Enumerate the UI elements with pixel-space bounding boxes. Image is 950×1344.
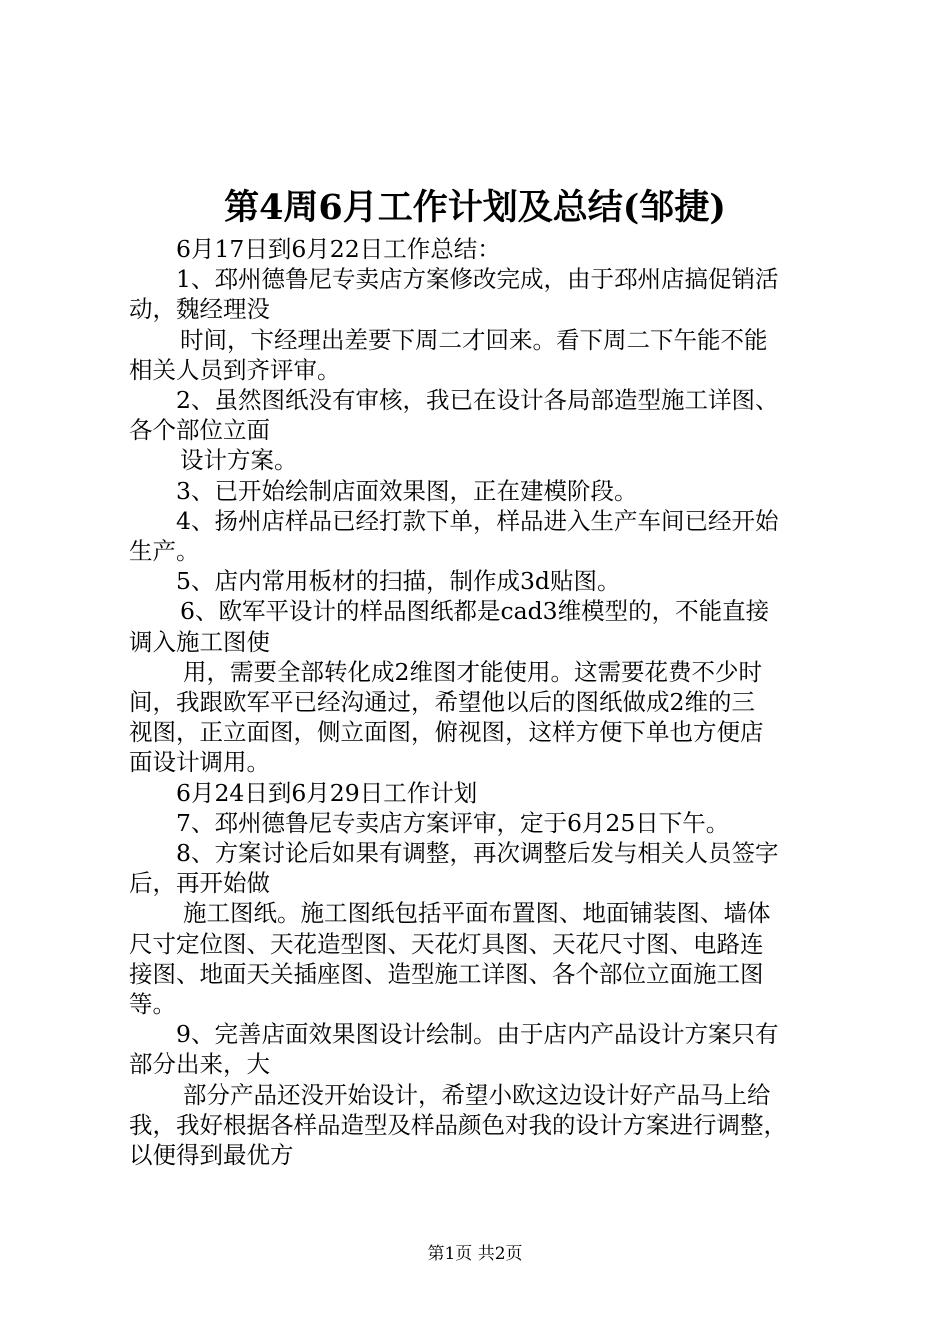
text-line: 时间，卞经理出差要下周二才回来。看下周二下午能不能: [180, 325, 768, 354]
text-line: 部分产品还没开始设计，希望小欧这边设计好产品马上给: [183, 1080, 771, 1109]
text-line: 施工图纸。施工图纸包括平面布置图、地面铺装图、墙体: [183, 899, 771, 928]
text-line: 等。: [129, 990, 176, 1019]
text-line: 相关人员到齐评审。: [129, 355, 341, 384]
text-line: 设计方案。: [180, 446, 298, 475]
text-line: 接图、地面天关插座图、造型施工详图、各个部位立面施工图: [129, 959, 764, 988]
text-line: 间，我跟欧军平已经沟通过，希望他以后的图纸做成2维的三: [129, 688, 755, 717]
text-line: 后，再开始做: [129, 869, 270, 898]
text-line: 以便得到最优方: [129, 1141, 294, 1170]
text-line: 3、已开始绘制店面效果图，正在建模阶段。: [176, 476, 638, 505]
text-line: 2、虽然图纸没有审核，我已在设计各局部造型施工详图、: [176, 386, 779, 415]
text-line: 6、欧军平设计的样品图纸都是cad3维模型的，不能直接: [180, 597, 770, 626]
text-line: 1、邳州德鲁尼专卖店方案修改完成，由于邳州店搞促销活: [176, 265, 779, 294]
text-line: 6月24日到6月29日工作计划: [176, 778, 478, 807]
text-line: 5、店内常用板材的扫描，制作成3d贴图。: [176, 567, 621, 596]
text-line: 各个部位立面: [129, 416, 270, 445]
text-line: 用，需要全部转化成2维图才能使用。这需要花费不少时: [183, 657, 762, 686]
document-title: 第4周6月工作计划及总结(邹捷): [224, 187, 726, 228]
document-body: [129, 234, 834, 1170]
text-line: 尺寸定位图、天花造型图、天花灯具图、天花尺寸图、电路连: [129, 929, 764, 958]
text-line: 我，我好根据各样品造型及样品颜色对我的设计方案进行调整，: [129, 1110, 787, 1139]
text-line: 9、完善店面效果图设计绘制。由于店内产品设计方案只有: [176, 1020, 779, 1049]
text-line: 4、扬州店样品已经打款下单，样品进入生产车间已经开始: [176, 506, 779, 535]
text-line: 8、方案讨论后如果有调整，再次调整后发与相关人员签字: [176, 839, 779, 868]
text-line: 部分出来，大: [129, 1050, 270, 1079]
page-footer: 第1页 共2页: [427, 1244, 523, 1264]
text-line: 面设计调用。: [129, 748, 270, 777]
text-line: 生产。: [129, 537, 200, 566]
text-line: 调入施工图使: [129, 627, 270, 656]
text-line: 动，魏经理没: [129, 295, 270, 324]
text-line: 6月17日到6月22日工作总结：: [176, 235, 501, 263]
text-line: 视图，正立面图，侧立面图，俯视图，这样方便下单也方便店: [129, 718, 764, 747]
text-line: 7、邳州德鲁尼专卖店方案评审，定于6月25日下午。: [176, 808, 730, 837]
